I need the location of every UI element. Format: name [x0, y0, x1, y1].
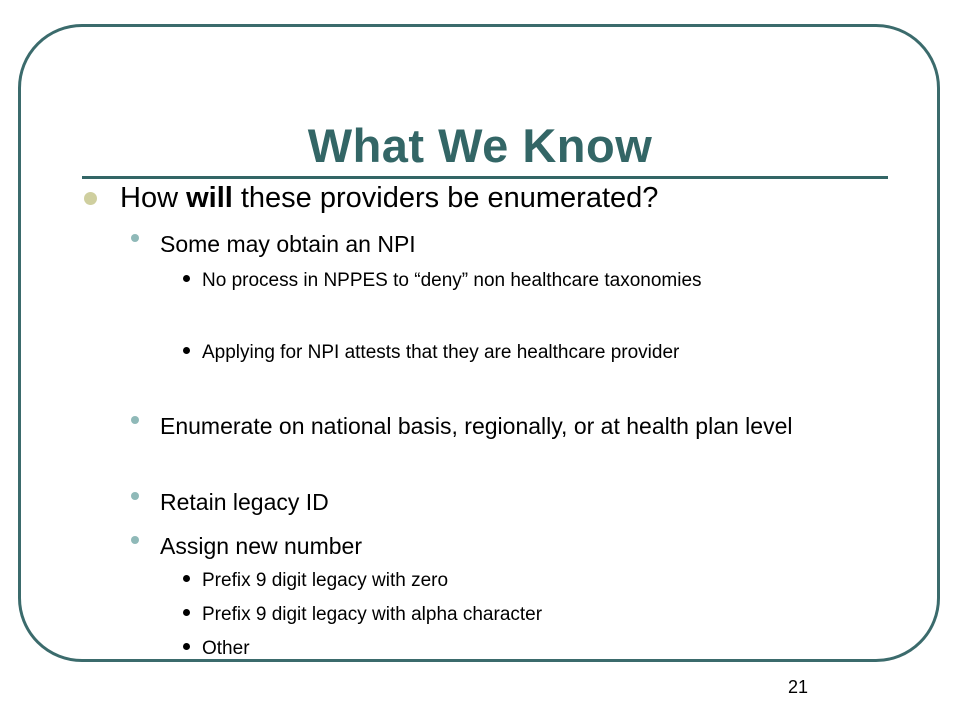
slide-title: What We Know [307, 119, 653, 172]
bullet-text: Applying for NPI attests that they are healthcare provider [202, 342, 680, 363]
page-number: 21 [788, 677, 809, 697]
bullet-text: No process in NPPES to “deny” non healthcare taxonomies [202, 270, 702, 291]
title-underline [82, 176, 888, 179]
bullet-text: Other [202, 638, 250, 659]
bullet-prefix-zero [202, 568, 802, 594]
bullet-enumerate-basis [160, 410, 850, 442]
bullet-obtain-npi [160, 228, 850, 260]
bullet-text: Prefix 9 digit legacy with alpha character [202, 604, 543, 625]
bullet-dot-icon [131, 416, 139, 424]
bullet-dot-icon [183, 347, 190, 354]
bullet-text-post: these providers be enumerated? [232, 182, 659, 214]
bullet-text: Assign new number [160, 533, 362, 559]
bullet-dot-icon [183, 643, 190, 650]
bullet-prefix-alpha [202, 602, 802, 628]
bullet-enumeration-question [120, 180, 658, 216]
bullet-dot-icon [183, 609, 190, 616]
bullet-no-process [202, 268, 802, 294]
bullet-retain-legacy [160, 486, 850, 518]
bullet-dot-icon [183, 275, 190, 282]
bullet-text: Retain legacy ID [160, 489, 329, 515]
bullet-applying-npi [202, 340, 802, 366]
bullet-text-pre: How [120, 182, 187, 214]
bullet-text: Enumerate on national basis, regionally, or at health plan level [160, 413, 793, 439]
bullet-dot-icon [131, 536, 139, 544]
bullet-dot-icon [84, 192, 97, 205]
bullet-dot-icon [183, 575, 190, 582]
bullet-text: Prefix 9 digit legacy with zero [202, 570, 449, 591]
bullet-text: Some may obtain an NPI [160, 231, 416, 257]
bullet-dot-icon [131, 492, 139, 500]
bullet-text-bold: will [186, 182, 233, 214]
bullet-dot-icon [131, 234, 139, 242]
bullet-assign-new [160, 530, 850, 562]
bullet-other [202, 636, 802, 662]
